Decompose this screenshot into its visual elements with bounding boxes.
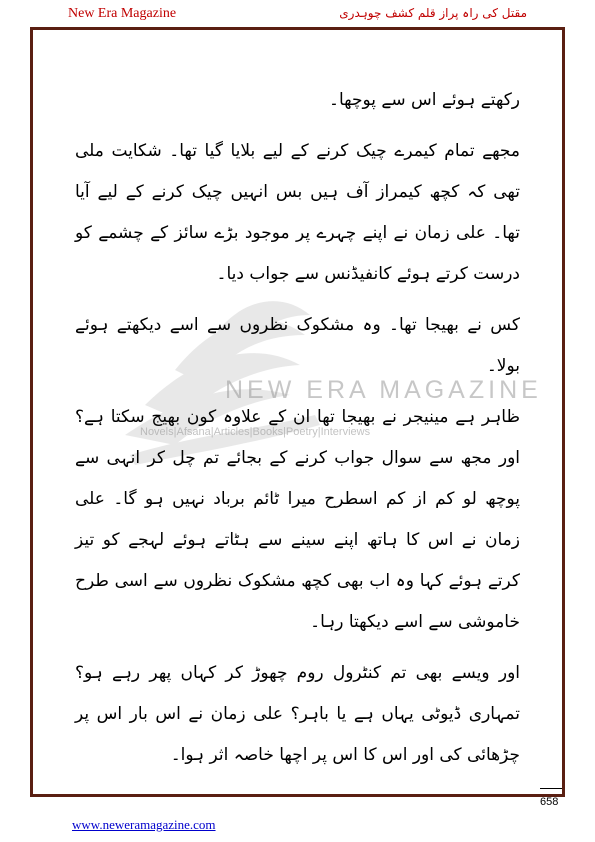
website-link[interactable]: www.neweramagazine.com <box>72 817 216 832</box>
paragraph: رکھتے ہوئے اس سے پوچھا۔ <box>329 90 520 110</box>
story-credit: مقتل کی راہ پراز قلم کشف چوہدری <box>339 6 527 20</box>
watermark-subtitle: Novels|Afsana|Articles|Books|Poetry|Interviews <box>140 426 371 438</box>
page-number-rule <box>540 788 562 789</box>
paragraph: ظاہر ہے مینیجر نے بھیجا تھا ان کے علاوہ کون بھیج سکتا ہے؟ اور مجھ سے سوال جواب کرنے کے بجائے تم چل کر انہی سے پوچھ لو کم از کم اسطرح میرا ٹائم برباد نہیں ہو گا۔ علی زمان نے اس کا ہاتھ اپنے سینے سے ہٹاتے ہوئے لہجے کو تیز کرتے ہوئے کہا وہ اب بھی کچھ مشکوک نظروں سے اسی طرح خاموشی سے اسے دیکھتا رہا۔ <box>75 407 520 632</box>
paragraph: کس نے بھیجا تھا۔ وہ مشکوک نظروں سے اسے دیکھتے ہوئے بولا۔ <box>75 315 520 376</box>
paragraph: مجھے تمام کیمرے چیک کرنے کے لیے بلایا گیا تھا۔ شکایت ملی تھی کہ کچھ کیمراز آف ہیں بس انہیں چیک کرنے کے لیے آیا تھا۔ علی زمان نے اپنے چہرے پر موجود بڑے سائز کے چشمے کو درست کرتے ہوئے کانفیڈنس سے جواب دیا۔ <box>75 141 520 284</box>
page-number: 658 <box>540 796 559 808</box>
magazine-name: New Era Magazine <box>68 6 177 21</box>
watermark-title: NEW ERA MAGAZINE <box>225 376 542 404</box>
article-body <box>75 80 520 786</box>
paragraph: اور ویسے بھی تم کنٹرول روم چھوڑ کر کہاں پھر رہے ہو؟ تمہاری ڈیوٹی یہاں ہے یا باہر؟ علی زمان نے اس بار اس پر چڑھائی کی اور اس کا اس پر اچھا خاصہ اثر ہوا۔ <box>75 663 520 765</box>
